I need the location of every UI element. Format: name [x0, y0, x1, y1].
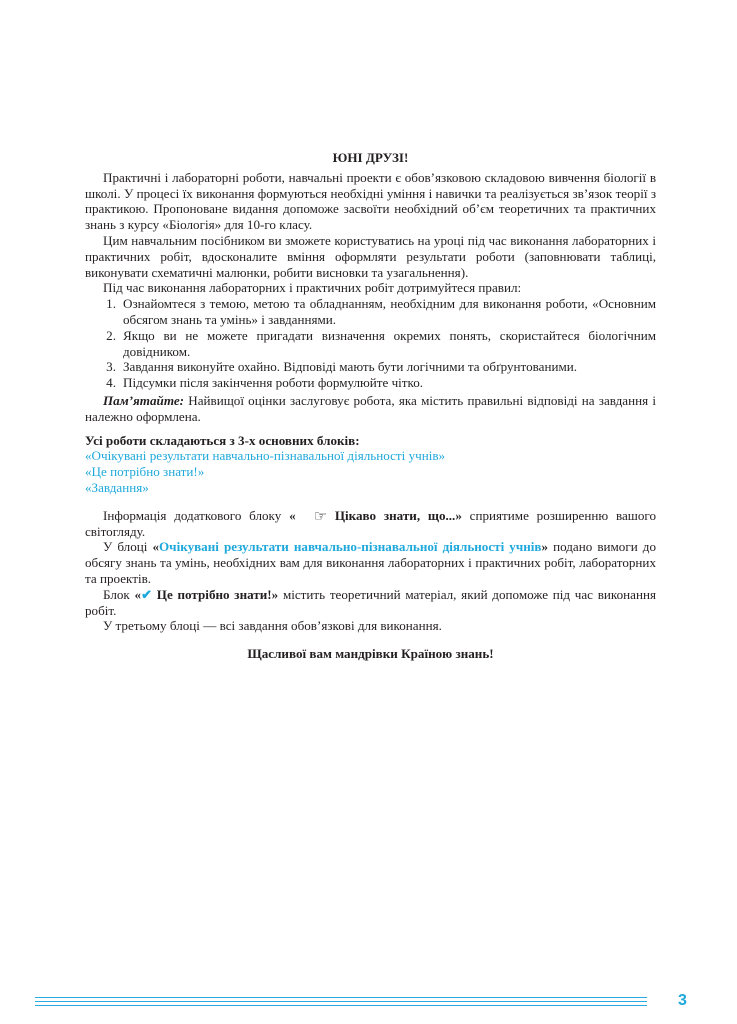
block-name-need-to-know: Це потрібно знати!» [152, 586, 279, 602]
block-name-need-to-know: «Це потрібно знати!» [85, 464, 205, 480]
list-item-number: 4. [106, 375, 116, 391]
list-item-text: Якщо ви не можете пригадати визначення окремих понять, скористайтеся біологічним довідником. [123, 327, 656, 359]
page-number: 3 [678, 992, 687, 1009]
list-item [85, 296, 656, 328]
quote-open: « [134, 586, 142, 602]
footer-rule [35, 1001, 647, 1002]
info-text: Блок [103, 586, 135, 602]
list-item [85, 328, 656, 360]
quote-open: « [289, 507, 296, 523]
info-paragraph-2 [85, 539, 656, 586]
list-item-text: Завдання виконуйте охайно. Відповіді мають бути логічними та обґрунтованими. [123, 359, 578, 375]
info-text: Інформація додаткового блоку [103, 507, 290, 523]
info-text: У блоці [103, 539, 153, 555]
list-item [85, 375, 656, 391]
info-paragraph-1 [85, 508, 656, 540]
intro-paragraph-1: Практичні і лабораторні роботи, навчальні проекти є обов’язковою складовою вивчення біології в школі. У процесі їх виконання формуються необхідні уміння і навички та реалізується зв’язок теорії з практикою. Пропоноване видання допоможе засвоїти необхідний об’єм теоретичних та практичних знань з курсу «Біологія» для 10-го класу. [85, 169, 656, 233]
intro-paragraph-3: Під час виконання лабораторних і практичних робіт дотримуйтеся правил: [103, 280, 522, 296]
remember-text: Найвищої оцінки заслуговує робота, яка містить правильні відповіді на завдання і належно оформлена. [85, 392, 656, 424]
list-item-text: Підсумки після закінчення роботи формулюйте чітко. [123, 375, 424, 391]
block-name-expected-results: Очікувані результати навчально-пізнавальної діяльності учнів [159, 539, 542, 555]
block-name-tasks: «Завдання» [85, 479, 149, 495]
page-title: ЮНІ ДРУЗІ! [332, 150, 409, 165]
block-name-expected-results: «Очікувані результати навчально-пізнавальної діяльності учнів» [85, 448, 446, 464]
quote-open: « [152, 539, 159, 555]
closing-wish: Щасливої вам мандрівки Країною знань! [247, 646, 494, 662]
list-item [85, 359, 656, 375]
info-paragraph-3 [85, 587, 656, 619]
blocks-summary [85, 433, 656, 496]
footer-rule [35, 997, 647, 998]
remember-paragraph [85, 393, 656, 425]
check-icon: ✔ [141, 586, 153, 602]
info-text: містить теоретичний матеріал, який допоможе під час виконання робіт. [85, 586, 657, 618]
intro-paragraph-2: Цим навчальним посібником ви зможете користуватись на уроці під час виконання лабораторних і практичних робіт, вдосконалите вміння оформляти результати роботи (заповнювати таблиці, виконувати схематичні малюнки, робити висновки та узагальнення). [85, 232, 656, 280]
info-paragraph-4: У третьому блоці — всі завдання обов’язкові для виконання. [103, 618, 442, 634]
info-text: подано вимоги до обсягу знань та умінь, необхідних вам для виконання лабораторних і практичних робіт, лабораторних та проектів. [85, 539, 656, 586]
list-item-number: 2. [106, 327, 116, 343]
rules-list [85, 296, 656, 391]
blocks-heading: Усі роботи складаються з 3-х основних блоків: [85, 432, 360, 448]
info-text: сприятиме розширенню вашого світогляду. [85, 507, 656, 539]
list-item-text: Ознайомтеся з темою, метою та обладнанням, необхідним для виконання роботи, «Основним обсягом знань та умінь» і завданнями. [123, 296, 656, 327]
footer-rule [35, 1005, 647, 1006]
quote-close: » [541, 539, 549, 555]
list-item-number: 1. [106, 296, 116, 312]
block-name-interesting: Цікаво знати, що...» [327, 507, 462, 523]
remember-label: Пам’ятайте: [103, 392, 185, 408]
main-content [85, 150, 656, 662]
list-item-number: 3. [106, 359, 116, 375]
pointing-hand-icon: ☞ [313, 508, 328, 525]
